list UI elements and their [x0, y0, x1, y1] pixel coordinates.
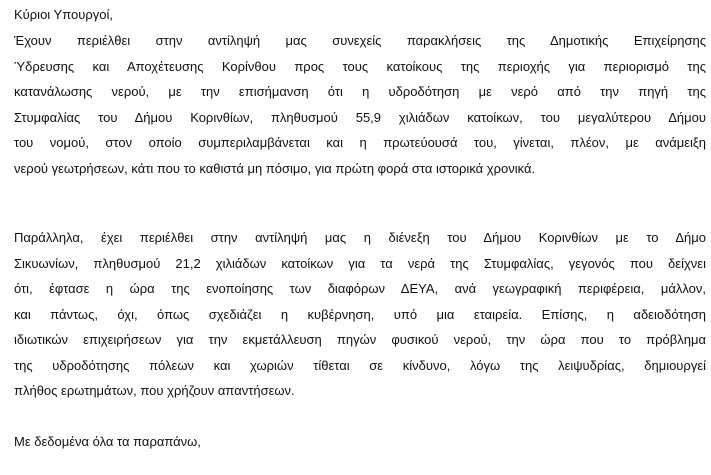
paragraph-line: πλήθος ερωτημάτων, που χρήζουν απαντήσεων.: [14, 383, 295, 398]
closing-line: Με δεδομένα όλα τα παραπάνω,: [14, 434, 201, 449]
paragraph-line: Έχουν περιέλθει στην αντίληψή μας συνεχείς παρακλήσεις της Δημοτικής Επιχείρησης: [14, 33, 706, 48]
paragraph-line: ότι, έφτασε η ώρα της ενοποίησης των διαφόρων ΔΕΥΑ, ανά γεωγραφική περιφέρεια, μάλλον,: [14, 281, 706, 296]
paragraph-line: και πάντως, όχι, όπως σχεδιάζει η κυβέρνηση, υπό μια εταιρεία. Επίσης, η αδειοδότηση: [14, 306, 706, 322]
paragraph-line: του νομού, στον οποίο συμπεριλαμβάνεται και η πρωτεύουσά του, γίνεται, πλέον, με ανάμειξη: [14, 135, 706, 150]
paragraph-line: Παράλληλα, έχει περιέλθει στην αντίληψή μας η διένεξη του Δήμου Κορινθίων με το Δήμο: [14, 230, 706, 245]
paragraph-line: Στυμφαλίας του Δήμου Κορινθίων, πληθυσμού 55,9 χιλιάδων κατοίκων, του μεγαλύτερου Δήμου: [14, 109, 706, 125]
paragraph-water-restrictions: [14, 28, 706, 181]
paragraph-municipal-dispute: [14, 225, 706, 404]
paragraph-line: Ύδρευσης και Αποχέτευσης Κορίνθου προς τους κατοίκους της περιοχής για περιορισμό της: [14, 58, 706, 74]
salutation: Κύριοι Υπουργοί,: [14, 7, 113, 22]
paragraph-line: Σικυωνίων, πληθυσμού 21,2 χιλιάδων κατοίκων για τα νερά της Στυμφαλίας, γεγονός που δείχνει: [14, 255, 706, 271]
paragraph-line: νερού γεωτρήσεων, κάτι που το καθιστά μη πόσιμο, για πρώτη φορά στα ιστορικά χρονικά.: [14, 160, 536, 176]
paragraph-line: της υδροδότησης πόλεων και χωριών τίθεται σε κίνδυνο, λόγω της λειψυδρίας, δημιουργεί: [14, 357, 706, 373]
paragraph-line: ιδιωτικών επιχειρήσεων για την εκμετάλλευση πηγών φυσικού νερού, την ώρα που το πρόβλημα: [14, 332, 706, 347]
paragraph-line: κατανάλωσης νερού, με την επισήμανση ότι η υδροδότηση με νερό από την πηγή της: [14, 84, 706, 99]
